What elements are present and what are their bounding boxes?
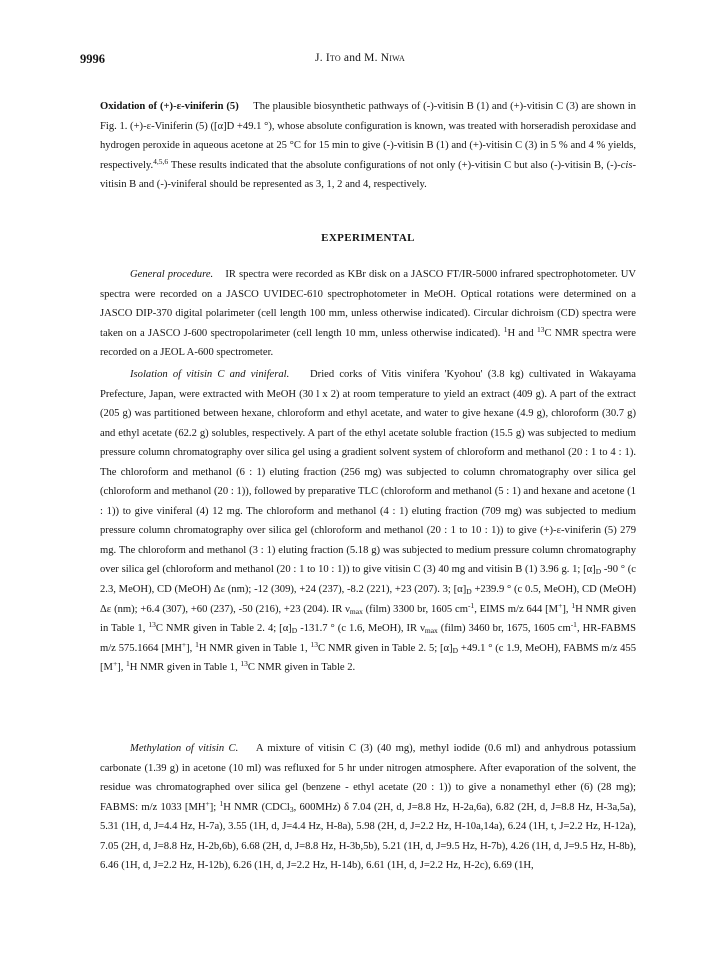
superscript: + bbox=[205, 798, 210, 808]
running-head-part: to bbox=[329, 52, 341, 64]
running-head-part: J. I bbox=[315, 52, 330, 64]
isolation-text: H NMR given in Table 1, bbox=[129, 662, 241, 674]
subscript: max bbox=[349, 606, 363, 616]
methylation-paragraph bbox=[100, 739, 636, 876]
isolation-text: Dried corks of Vitis vinifera 'Kyohou' (3.8 kg) cultivated in Wakayama Prefecture, Japan, were extracted with MeOH (30 l x 2) at room temperature to yield an extract (409 g). A part of the extract (205 g) was partitioned between hexane, chloroform and ethyl acetate, and water to give hexane (4.9 g), chloroform (30.7 g) and ethyl acetate (62.2 g) solubles, respectively. A part of the ethyl acetate soluble fraction (15.5 g) was subjected to medium pressure column chromatography over silica gel using a gradient solvent system of chloroform and methanol (20 : 1 to 4 : 1). The chloroform and methanol (6 : 1) eluting fraction (256 mg) was subjected to column chromatography over silica gel (chloroform and methanol (20 : 1)), followed by preparative TLC (chloroform and methanol (5 : 1) and hexane and acetone (1 : 1)) to give viniferal (4) 12 mg. The chloroform and methanol (4 : 1) eluting fraction (709 mg) was subjected to medium pressure column chromatography over silica gel (chloroform and methanol (20 : 1 to 10 : 1)) to give (+)-ε-viniferin (5) 279 mg. The chloroform and methanol (3 : 1) eluting fraction (5.18 g) was subjected to medium pressure column chromatography over silica gel (chloroform and methanol (20 : 1 to 10 : 1)) to give vitisin C (3) 40 mg and vitisin B (1) 3.96 g. 1; [α] bbox=[100, 369, 637, 576]
superscript: 1 bbox=[195, 639, 199, 649]
oxidation-text: These results indicated that the absolute configurations of not only (+)-vitisin C but also (-)-vitisin B, (-)- bbox=[168, 159, 621, 171]
subscript: max bbox=[424, 626, 438, 636]
isolation-text: C NMR given in Table 2. bbox=[247, 662, 356, 674]
oxidation-text: -vitisin B and (-)-viniferal should be represented as 3, 1, 2 and 4, respectively. bbox=[100, 159, 636, 191]
isolation-text: -131.7 ° (c 1.6, MeOH), IR ν bbox=[297, 623, 425, 635]
isolation-text: H NMR given in Table 1, bbox=[100, 603, 636, 635]
superscript: + bbox=[112, 659, 118, 669]
methylation-text: ]; bbox=[209, 801, 220, 813]
superscript: 1 bbox=[503, 324, 508, 334]
oxidation-paragraph bbox=[100, 97, 636, 195]
superscript: -1 bbox=[467, 600, 475, 610]
isolation-text: , HR-FABMS m/z 575.1664 [MH bbox=[100, 623, 636, 654]
isolation-text: ], bbox=[562, 603, 572, 615]
subscript: D bbox=[595, 567, 602, 577]
italic-cis: cis bbox=[620, 159, 633, 171]
subscript: 3 bbox=[289, 804, 294, 814]
isolation-text: ], bbox=[117, 662, 127, 674]
subscript: D bbox=[452, 645, 459, 655]
methylation-text: H NMR (CDCl bbox=[223, 801, 290, 813]
isolation-text: C NMR given in Table 2. 4; [α] bbox=[155, 623, 292, 635]
isolation-text: +49.1 ° (c 1.9, MeOH), FABMS m/z 455 [M bbox=[100, 642, 636, 674]
running-head-part: iwa bbox=[389, 52, 405, 64]
page-number: 9996 bbox=[80, 52, 105, 66]
isolation-text: -90 ° (c 2.3, MeOH), CD (MeOH) Δε (nm); -12 (309), +24 (237), -8.2 (221), +23 (207). 3; [α] bbox=[100, 564, 636, 596]
methylation-text: A mixture of vitisin C (3) (40 mg), methyl iodide (0.6 ml) and anhydrous potassium carbonate (1.39 g) in acetone (10 ml) was refluxed for 5 hr under nitrogen atmosphere. After evaporation of the solvent, the residue was chromatographed over silica gel (benzene - ethyl acetate (20 : 1)) to give a nonamethyl ether (6) (28 mg); FABMS: m/z 1033 [MH bbox=[100, 743, 636, 813]
superscript: 13 bbox=[310, 639, 318, 649]
general-procedure-paragraph bbox=[100, 265, 636, 363]
running-head bbox=[0, 52, 720, 64]
superscript: -1 bbox=[570, 620, 577, 630]
general-procedure-text: IR spectra were recorded as KBr disk on a JASCO FT/IR-5000 infrared spectrophotometer. UV spectra were recorded on a JASCO UVIDEC-610 spectrophotometer in MeOH. Optical rotations were determined on a JASCO DIP-370 digital polarimeter (cell length 100 mm, unless otherwise indicated). Circular dichroism (CD) spectra were taken on a JASCO J-600 spectropolarimeter (cell length 10 mm, unless otherwise indicated). bbox=[100, 269, 637, 339]
isolation-text: (film) 3460 br, 1675, 1605 cm bbox=[437, 623, 571, 635]
general-procedure-heading: General procedure. bbox=[130, 269, 214, 280]
superscript: 13 bbox=[536, 324, 545, 334]
general-procedure-text: C NMR spectra were recorded on a JEOL A-600 spectrometer. bbox=[100, 327, 637, 359]
isolation-text: C NMR given in Table 2. 5; [α] bbox=[317, 642, 453, 654]
running-head-part: and M. N bbox=[340, 52, 390, 64]
isolation-text: ], bbox=[186, 642, 196, 654]
superscript: 1 bbox=[219, 798, 224, 808]
superscript: 13 bbox=[148, 620, 156, 630]
general-procedure-text: H and bbox=[507, 327, 537, 339]
methylation-text: , 600MHz) δ 7.04 (2H, d, J=8.8 Hz, H-2a,6a), 6.82 (2H, d, J=8.8 Hz, H-3a,5a), 5.31 (1H, d, J=4.4 Hz, H-7a), 3.55 (1H, d, J=4.4 Hz, H-8a), 5.98 (2H, d, J=2.2 Hz, H-10a,14a), 6.24 (1H, t, J=2.2 Hz, H-12a), 7.05 (2H, d, J=8.8 Hz, H-2b,6b), 6.68 (2H, d, J=8.8 Hz, H-3b,5b), 5.21 (1H, d, J=9.5 Hz, H-7b), 4.26 (1H, d, J=9.5 Hz, H-8b), 6.46 (1H, d, J=2.2 Hz, H-12b), 6.26 (1H, d, J=2.2 Hz, H-14b), 6.61 (1H, d, J=2.2 Hz, H-2c), 6.69 (1H, bbox=[100, 801, 636, 872]
isolation-text: +239.9 ° (c 0.5, MeOH), CD (MeOH) Δε (nm); +6.4 (307), +60 (237), -50 (216), +23 (204). IR ν bbox=[100, 584, 637, 615]
superscript: 13 bbox=[240, 659, 248, 669]
reference-superscript: 4,5,6 bbox=[153, 156, 169, 166]
superscript: + bbox=[181, 639, 187, 649]
subscript: D bbox=[466, 587, 472, 597]
oxidation-text: The plausible biosynthetic pathways of (-)-vitisin B (1) and (+)-vitisin C (3) are shown in Fig. 1. (+)-ε-Viniferin (5) ([α]D +49.1 °), whose absolute configuration is known, was treated with horseradish peroxidase and hydrogen peroxide in aqueous acetone at 25 °C for 15 min to give (-)-vitisin B (1) and (+)-vitisin C (3) in 5 % and 4 % yields, respectively. bbox=[100, 101, 636, 171]
superscript: 1 bbox=[126, 659, 130, 669]
isolation-text: H NMR given in Table 1, bbox=[198, 642, 311, 654]
superscript: + bbox=[558, 600, 563, 610]
oxidation-heading: Oxidation of (+)-ε-viniferin (5) bbox=[100, 101, 239, 112]
isolation-paragraph bbox=[100, 365, 636, 678]
isolation-text: , EIMS m/z 644 [M bbox=[474, 603, 559, 615]
subscript: D bbox=[291, 626, 298, 636]
section-heading-experimental: EXPERIMENTAL bbox=[321, 232, 415, 244]
isolation-text: (film) 3300 br, 1605 cm bbox=[362, 603, 468, 615]
isolation-heading: Isolation of vitisin C and viniferal. bbox=[130, 369, 290, 380]
superscript: 1 bbox=[571, 600, 576, 610]
methylation-heading: Methylation of vitisin C. bbox=[130, 743, 239, 754]
